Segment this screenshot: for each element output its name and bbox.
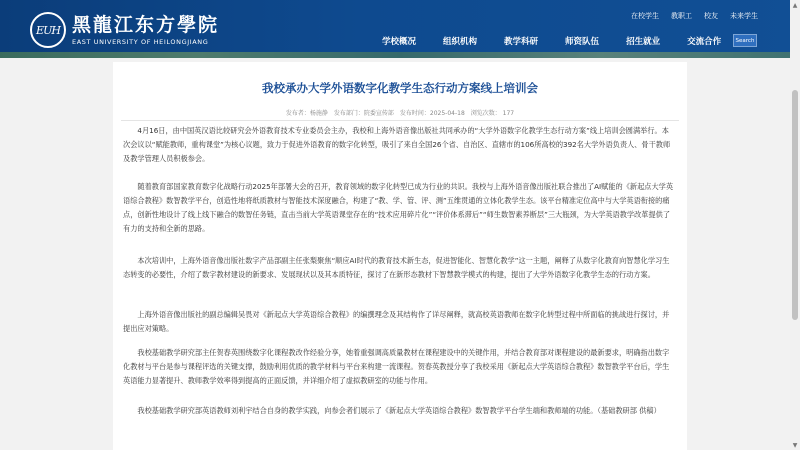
page-scrollbar[interactable] — [790, 0, 800, 450]
top-link-alumni[interactable]: 校友 — [704, 12, 718, 20]
main-nav — [382, 35, 748, 47]
nav-item-exchange[interactable]: 交流合作 — [687, 37, 722, 47]
article-container — [113, 62, 687, 450]
university-name-cn[interactable]: 黑龍江东方學院 — [72, 14, 220, 36]
article-paragraph: 本次培训中，上海外语音像出版社数字产品部副主任张梨聚焦“顺应AI时代的教育技术新生态，促进智能化、智慧化教学”这一主题，阐释了从数字化教育向智慧化学习生态转变的必要性，介绍了数字教材建设的新要求、发展现状以及其本质特征，探讨了在新形态教材下智慧教学模式的构建，提出了大学外语数字化教学生态的行动方案。 — [123, 256, 670, 279]
nav-item-teaching-research[interactable]: 教学科研 — [504, 37, 539, 47]
nav-item-organization[interactable]: 组织机构 — [443, 37, 478, 47]
article-meta — [113, 108, 687, 117]
nav-item-admissions[interactable]: 招生就业 — [626, 37, 661, 47]
scrollbar-thumb[interactable] — [792, 90, 798, 320]
meta-department: 发布部门：院委宣传部 — [333, 110, 394, 117]
nav-item-overview[interactable]: 学校概况 — [382, 37, 417, 47]
nav-item-faculty[interactable]: 师资队伍 — [565, 37, 600, 47]
top-link-future-students[interactable]: 未来学生 — [730, 12, 758, 20]
article-paragraph: 我校基础教学研究部英语教师刘利宇结合自身的教学实践，向参会者们展示了《新起点大学英语综合教程》数智教学平台学生端和教师端的功能。（基础教研部 供稿） — [137, 406, 661, 415]
site-header — [0, 0, 800, 58]
meta-date: 发布时间：2025-04-18 — [399, 110, 465, 117]
scroll-down-icon[interactable]: ▼ — [792, 441, 798, 449]
top-link-staff[interactable]: 教职工 — [671, 12, 692, 20]
university-emblem-icon[interactable]: EUH — [30, 12, 66, 48]
article-paragraph: 随着教育部国家教育数字化战略行动2025年部署大会的召开，教育领域的数字化转型已成为行业的共识。我校与上海外语音像出版社联合推出了AI赋能的《新起点大学英语综合教程》数智教学平台，创造性地将纸质教材与智能技术深度融合，构建了“教、学、管、评、测”五维贯通的立体化教学生态。该平台精准定位高中与大学英语衔接的痛点，创新性地设计了线上线下融合的数智任务链，直击当前大学英语课堂存在的“技术应用碎片化”“评价体系滞后”“师生数智素养断层”三大瓶颈，为大学英语教学改革提供了有力的支持和全新的思路。 — [123, 182, 674, 233]
article-paragraph: 上海外语音像出版社的副总编辑吴畏对《新起点大学英语综合教程》的编撰理念及其结构作了详尽阐释，就高校英语教师在数字化转型过程中所面临的挑战进行探讨，并提出应对策略。 — [123, 310, 670, 333]
title-divider — [121, 120, 679, 121]
article-paragraph: 4月16日，由中国英汉语比较研究会外语教育技术专业委员会主办，我校和上海外语音像出版社共同承办的“大学外语数字化教学生态行动方案”线上培训会圆满举行。本次会议以“赋能教师，重构课堂”为核心议题，致力于促进外语教育的数字化转型，吸引了来自全国26个省、自治区、直辖市的106所高校的392名大学外语负责人、骨干教师及教学管理人员积极参会。 — [123, 126, 671, 163]
scroll-up-icon[interactable]: ▲ — [792, 1, 798, 9]
article-paragraph: 我校基础教学研究部主任贺春英围绕数字化课程教改作经验分享，她着重强调高质量教材在课程建设中的关键作用，并结合教育部对课程建设的最新要求，明确指出数字化教材与平台是参与课程评选的关键支撑，鼓励利用优质的教学材料与平台来构建一流课程。贺春英教授分享了我校采用《新起点大学英语综合教程》数智教学平台后，学生英语能力显著提升、教师教学效率得到提高的正面反馈，并详细介绍了虚拟教研室的功能与作用。 — [123, 348, 670, 385]
top-link-students[interactable]: 在校学生 — [631, 12, 659, 20]
meta-publisher: 发布者：杨施静 — [285, 110, 328, 117]
article-title: 我校承办大学外语数字化教学生态行动方案线上培训会 — [262, 81, 538, 95]
top-links — [631, 11, 758, 21]
university-name-en: EAST UNIVERSITY OF HEILONGJIANG — [72, 38, 209, 46]
search-button[interactable]: Search — [733, 34, 757, 47]
meta-views: 浏览次数： 177 — [470, 110, 515, 117]
